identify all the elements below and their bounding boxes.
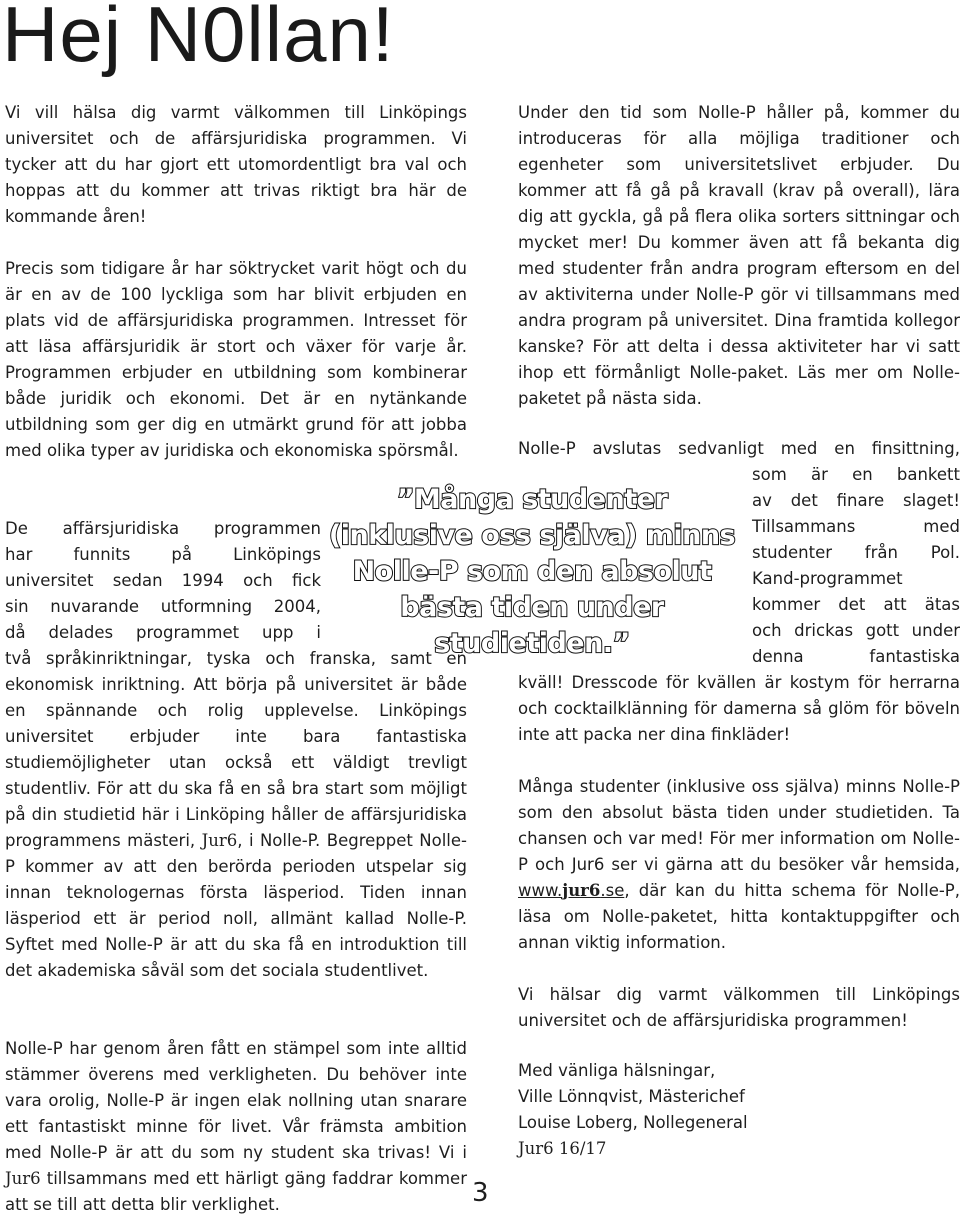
finsittning-first-line: Nolle-P avslutas sedvanligt med en finsittning, <box>518 439 960 458</box>
finsittning-line: studenter från Pol. <box>752 543 960 562</box>
history-line: sin nuvarande utformning 2004, <box>5 597 321 616</box>
info-text: Många studenter (inklusive oss själva) minns Nolle-P som den absolut bästa tiden under studietiden. Ta chansen och var med! För mer information om Nolle-P och Jur6 ser vi gärna att du besöker vår hemsida, www.jur6.se, där kan du hitta schema för Nolle-P, läsa om Nolle-paketet, hitta kontaktuppgifter och annan viktig information. <box>518 777 960 952</box>
website-link[interactable]: www.jur6.se <box>518 881 625 900</box>
finsittning-rest <box>518 670 960 748</box>
page-number: 3 <box>472 1178 489 1208</box>
history-paragraph-rest <box>5 646 467 984</box>
pull-quote: ”Många studenter (inklusive oss själva) minns Nolle-P som den absolut bästa tiden under studietiden.” <box>328 484 736 659</box>
page-title: Hej N0llan! <box>2 0 395 78</box>
signature-line: Med vänliga hälsningar, <box>518 1061 716 1080</box>
history-text: två språkinriktningar, tyska och franska, samt en ekonomisk inriktning. Att börja på universitet är både en spännande och rolig upplevelse. Linköpings universitet erbjuder inte bara fantastiska studiemöjligheter utan också ett väldigt trevligt studentliv. För att du ska få en så bra start som möjligt på din studietid här i Linköping håller de affärsjuridiska programmens mästeri, Jur6, i Nolle-P. Begreppet Nolle-P kommer av att den berörda perioden utspelar sig innan teknologernas första läsperiod. Tiden innan läsperiod ett är period noll, allmänt kallad Nolle-P. Syftet med Nolle-P är att du ska få en introduktion till det akademiska såväl som det sociala studentlivet. <box>5 649 467 980</box>
finsittning-line: Tillsammans med <box>752 517 960 536</box>
jur6-name: Jur6 <box>5 1169 41 1188</box>
finsittning-line: och drickas gott under <box>752 621 960 640</box>
traditions-paragraph <box>518 100 960 412</box>
finsittning-line: av det finare slaget! <box>752 491 960 510</box>
finsittning-line: kommer det att ätas <box>752 595 960 614</box>
signature-line: Jur6 16/17 <box>518 1139 607 1158</box>
welcome-text: Vi vill hälsa dig varmt välkommen till Linköpings universitet och de affärsjuridiska programmen. Vi tycker att du har gjort ett utomordentligt bra val och hoppas att du kommer att trivas riktigt bra här de kommande åren! <box>5 103 467 226</box>
signature-block <box>518 1058 960 1162</box>
closing-paragraph <box>518 982 960 1034</box>
nollning-paragraph <box>5 1036 467 1218</box>
history-paragraph-start <box>5 516 321 646</box>
history-line: De affärsjuridiska programmen <box>5 519 321 538</box>
signature-line: Ville Lönnqvist, Mästerichef <box>518 1087 745 1106</box>
info-paragraph <box>518 774 960 956</box>
traditions-text: Under den tid som Nolle-P håller på, kommer du introduceras för alla möjliga traditioner och egenheter som universitetslivet erbjuder. Du kommer att få gå på kravall (krav på overall), lära dig att gyckla, gå på flera olika sorters sittningar och mycket mer! Du kommer även att få bekanta dig med studenter från andra program eftersom en del av aktiviterna under Nolle-P gör vi tillsammans med andra program på universitet. Dina framtida kollegor kanske? För att delta i dessa aktiviteter har vi satt ihop ett förmånligt Nolle-paket. Läs mer om Nolle-paketet på nästa sida. <box>518 103 960 408</box>
finsittning-narrow-lines <box>752 462 960 670</box>
history-line: har funnits på Linköpings <box>5 545 321 564</box>
signature-line: Louise Loberg, Nollegeneral <box>518 1113 748 1132</box>
closing-text: Vi hälsar dig varmt välkommen till Linköpings universitet och de affärsjuridiska programmen! <box>518 985 960 1030</box>
nollning-text: Nolle-P har genom åren fått en stämpel som inte alltid stämmer överens med verkligheten. Du behöver inte vara orolig, Nolle-P är ingen elak nollning utan snarare ett fantastiskt minne för livet. Vår främsta ambition med Nolle-P är att du som ny student ska trivas! Vi i Jur6 tillsammans med ett härligt gäng faddrar kommer att se till att detta blir verklighet. <box>5 1039 467 1214</box>
dresscode-text: kväll! Dresscode för kvällen är kostym för herrarna och cocktailklänning för damerna så glöm för böveln inte att packa ner dina finkläder! <box>518 673 960 744</box>
history-line: då delades programmet upp i <box>5 623 321 642</box>
admission-paragraph <box>5 256 467 464</box>
history-line: universitet sedan 1994 och fick <box>5 571 321 590</box>
admission-text: Precis som tidigare år har söktrycket varit högt och du är en av de 100 lyckliga som har blivit erbjuden en plats vid de affärsjuridiska programmen. Intresset för att läsa affärsjuridik är stort och växer för varje år. Programmen erbjuder en utbildning som kombinerar både juridik och ekonomi. Det är en nytänkande utbildning som ger dig en utmärkt grund för att jobba med olika typer av juridiska och ekonomiska spörsmål. <box>5 259 467 460</box>
finsittning-line: som är en bankett <box>752 465 960 484</box>
jur6-name: Jur6 <box>201 831 238 850</box>
finsittning-line: Kand-programmet <box>752 569 903 588</box>
intro-paragraph <box>5 100 467 230</box>
finsittning-line: denna fantastiska <box>752 647 960 666</box>
